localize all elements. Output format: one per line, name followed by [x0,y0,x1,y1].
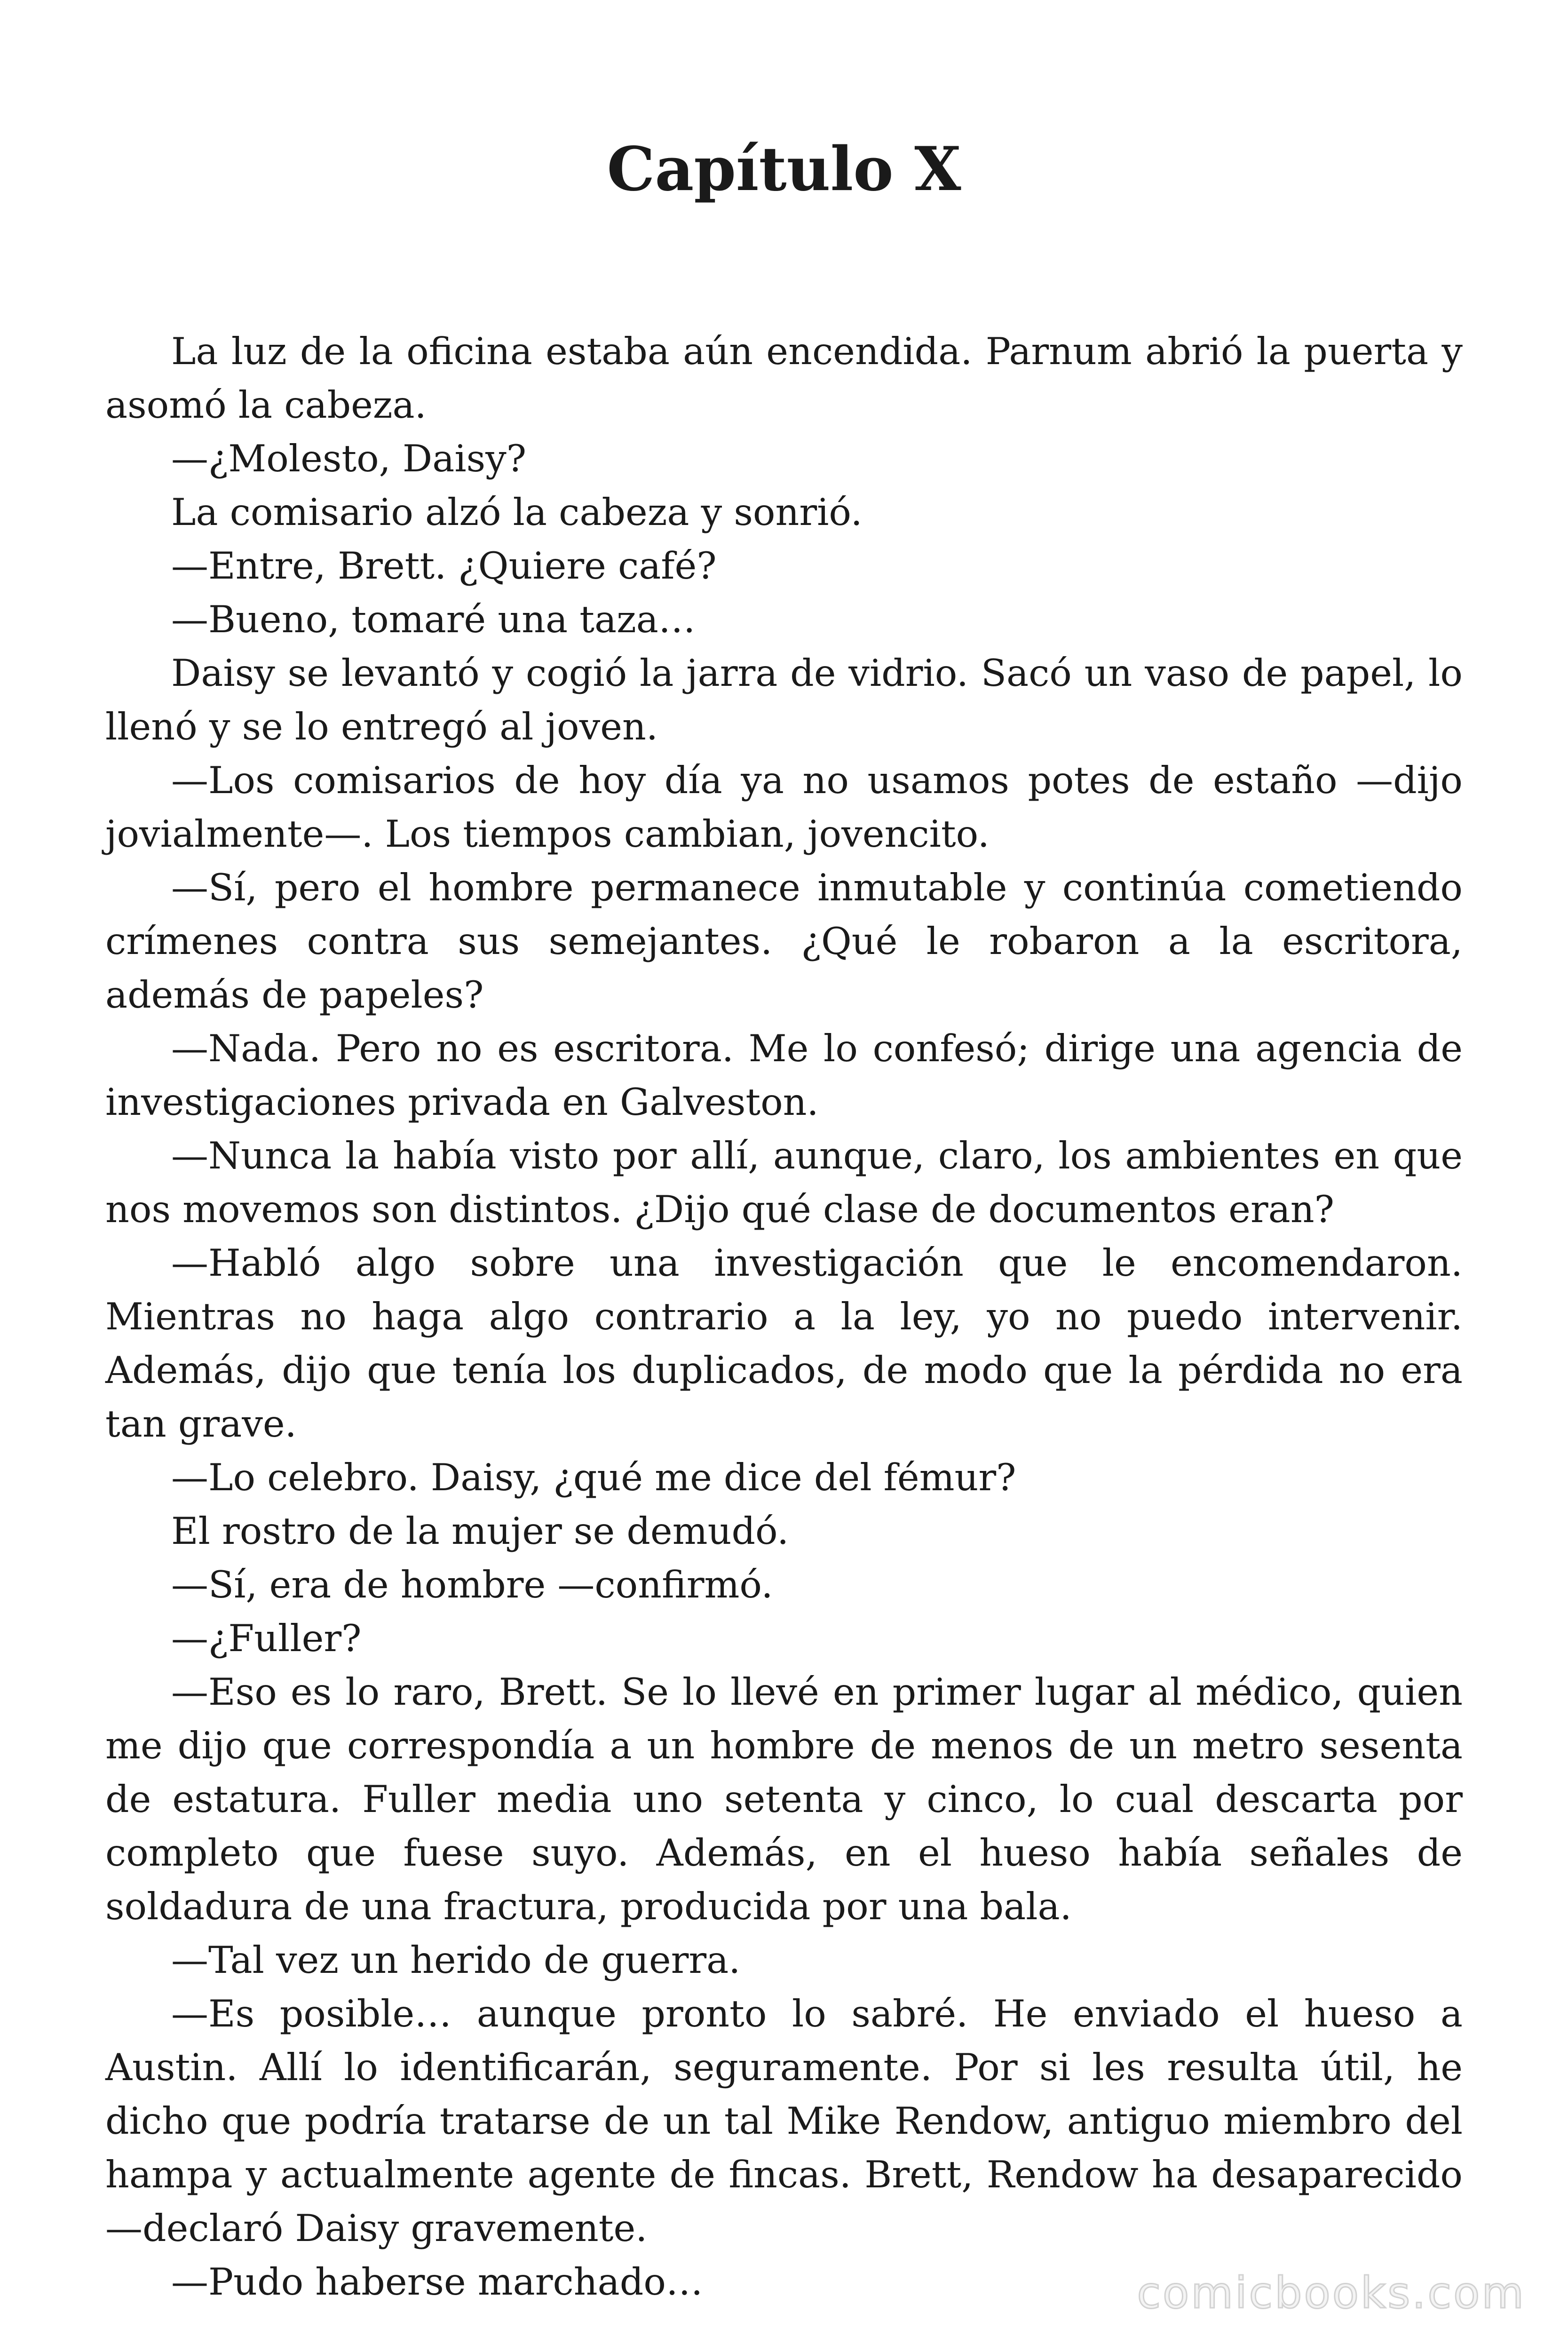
chapter-body [105,325,1463,2309]
paragraph: —Bueno, tomaré una taza… [171,598,696,641]
paragraph: —Tal vez un herido de guerra. [171,1939,741,1982]
paragraph: —Los comisarios de hoy día ya no usamos potes de estaño —dijo jovialmente—. Los tiempos cambian, jovencito. [105,759,1463,856]
paragraph: —Pudo haberse marchado… [171,2260,703,2304]
paragraph: —¿Fuller? [171,1617,362,1660]
paragraph: La luz de la oficina estaba aún encendida. Parnum abrió la puerta y asomó la cabeza. [105,330,1463,427]
paragraph: El rostro de la mujer se demudó. [171,1510,789,1553]
paragraph: —Sí, era de hombre —confirmó. [171,1563,773,1606]
paragraph: Daisy se levantó y cogió la jarra de vidrio. Sacó un vaso de papel, lo llenó y se lo entregó al joven. [105,652,1463,748]
watermark: comicbooks.com [1137,2268,1526,2318]
paragraph: —Nunca la había visto por allí, aunque, claro, los ambientes en que nos movemos son distintos. ¿Dijo qué clase de documentos eran? [105,1134,1463,1231]
paragraph: —Nada. Pero no es escritora. Me lo confesó; dirige una agencia de investigaciones privada en Galveston. [105,1027,1463,1124]
paragraph: —Sí, pero el hombre permanece inmutable y continúa cometiendo crímenes contra sus semejantes. ¿Qué le robaron a la escritora, además de papeles? [105,866,1463,1017]
paragraph: —¿Molesto, Daisy? [171,437,527,480]
paragraph: —Lo celebro. Daisy, ¿qué me dice del fémur? [171,1456,1016,1499]
paragraph: —Entre, Brett. ¿Quiere café? [171,544,717,588]
chapter-title: Capítulo X [607,134,961,205]
paragraph: —Habló algo sobre una investigación que le encomendaron. Mientras no haga algo contrario a la ley, yo no puedo intervenir. Además, dijo que tenía los duplicados, de modo que la pérdida no era tan grave. [105,1241,1463,1446]
paragraph: —Eso es lo raro, Brett. Se lo llevé en primer lugar al médico, quien me dijo que correspondía a un hombre de menos de un metro sesenta de estatura. Fuller media uno setenta y cinco, lo cual descarta por completo que fuese suyo. Además, en el hueso había señales de soldadura de una fractura, producida por una bala. [105,1670,1463,1928]
paragraph: —Es posible… aunque pronto lo sabré. He enviado el hueso a Austin. Allí lo identificarán, seguramente. Por si les resulta útil, he dicho que podría tratarse de un tal Mike Rendow, antiguo miembro del hampa y actualmente agente de fincas. Brett, Rendow ha desaparecido —declaró Daisy gravemente. [105,1992,1463,2250]
paragraph: La comisario alzó la cabeza y sonrió. [171,491,863,534]
